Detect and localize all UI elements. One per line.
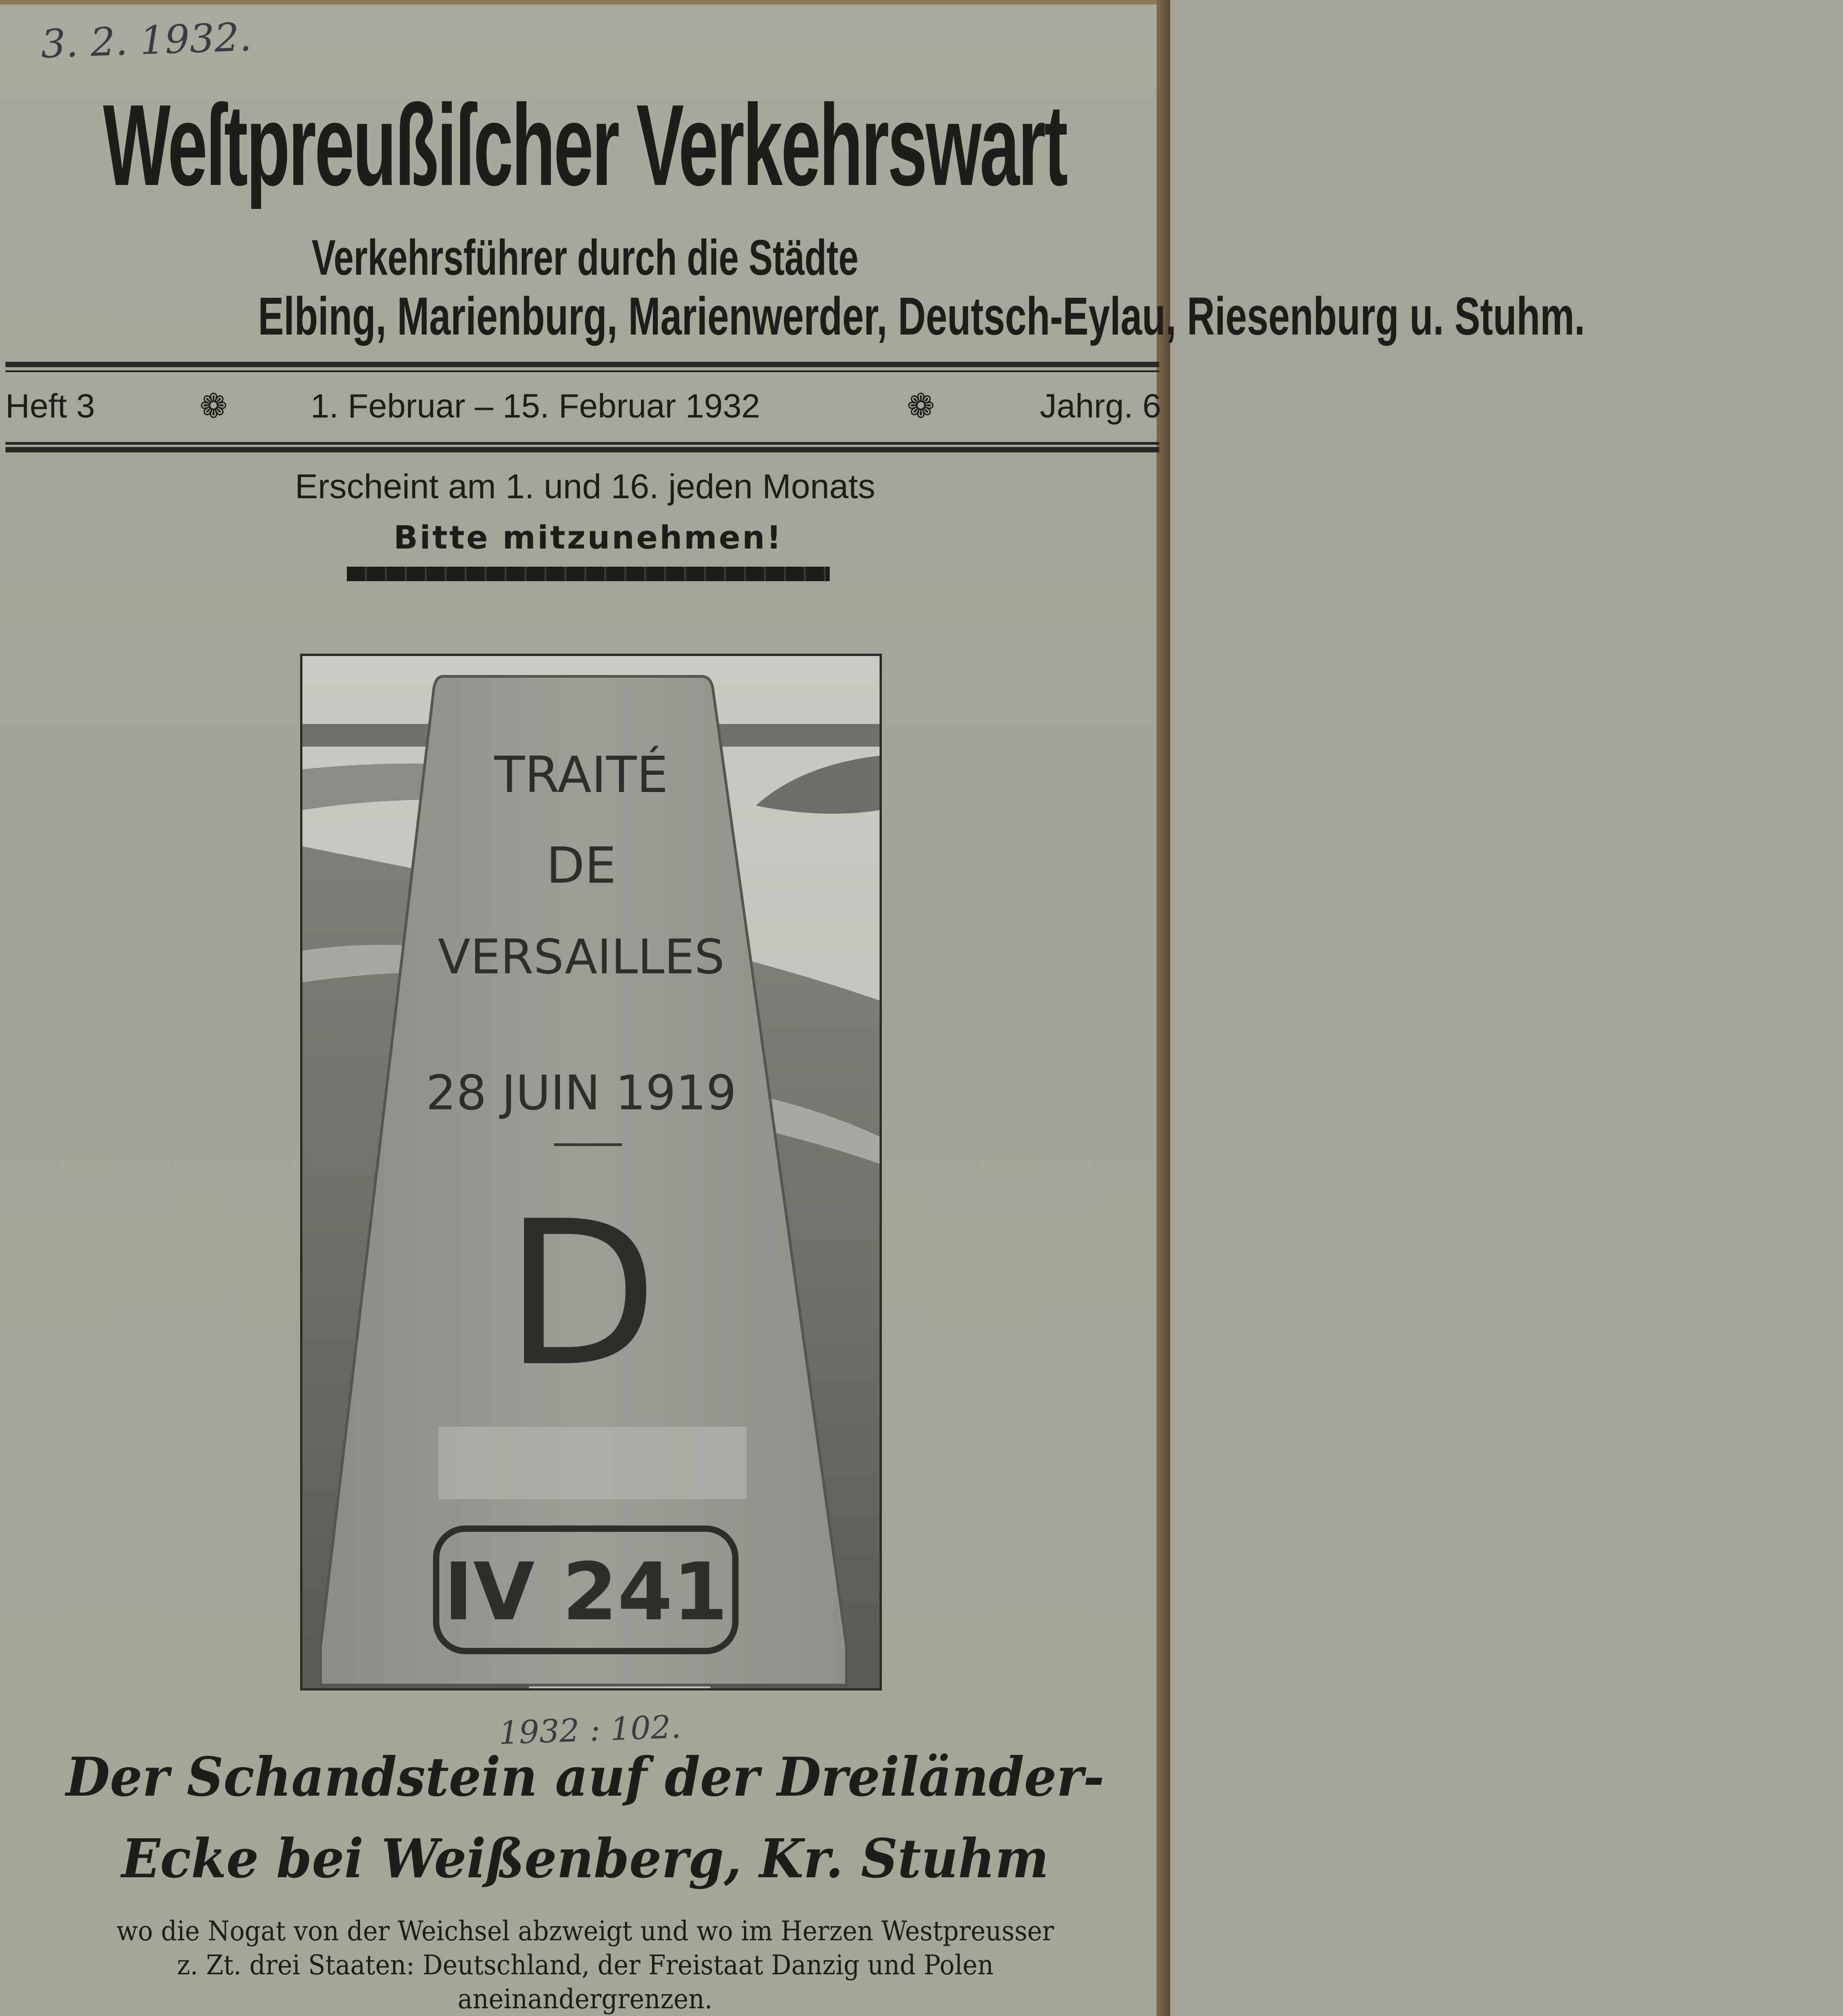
bottom-rule-thick xyxy=(5,447,1159,452)
masthead-subtitle-2 xyxy=(0,286,1585,347)
take-along-underline xyxy=(347,567,830,581)
caption-line-1 xyxy=(0,1915,1170,1947)
boundary-stone-photo xyxy=(302,656,880,1688)
caption-line-1-text: wo die Nogat von der Weichsel abzweigt und wo im Herzen Westpreusser xyxy=(116,1915,1054,1947)
issue-date-range: 1. Februar – 15. Februar 1932 xyxy=(311,387,760,425)
stone-inscription-4: 28 JUIN 1919 xyxy=(426,1065,737,1121)
headline-line-2 xyxy=(0,1827,1170,1890)
cover-photo xyxy=(300,654,882,1691)
masthead-title xyxy=(9,77,1161,213)
stone-plaque xyxy=(438,1427,747,1499)
caption-line-3-text: aneinandergrenzen. xyxy=(457,1983,713,2015)
publication-frequency: Erscheint am 1. und 16. jeden Monats xyxy=(295,467,875,506)
bottom-rule-thin xyxy=(5,442,1159,445)
headline-line-1 xyxy=(0,1745,1170,1808)
ornament-icon: ❁ xyxy=(907,387,935,425)
ornament-icon: ❁ xyxy=(199,387,228,425)
handwritten-date: 3. 2. 1932. xyxy=(40,14,253,68)
issue-info-bar xyxy=(0,383,1170,433)
caption-line-2-text: z. Zt. drei Staaten: Deutschland, der Freistaat Danzig und Polen xyxy=(176,1949,994,1981)
masthead-subtitle-1 xyxy=(0,229,1170,287)
stone-inscription-3: VERSAILLES xyxy=(438,929,725,985)
stone-inscription-2: DE xyxy=(546,836,617,894)
paper-top-edge xyxy=(0,0,1170,5)
caption-line-3 xyxy=(0,1983,1170,2015)
stone-inscription-1: TRAITÉ xyxy=(494,746,668,804)
caption-line-2 xyxy=(0,1949,1170,1981)
masthead-subtitle-1-text: Verkehrsführer durch die Städte xyxy=(311,230,859,286)
top-rule-thick xyxy=(5,362,1159,367)
stone-number: IV 241 xyxy=(443,1546,728,1638)
stone-letter: D xyxy=(504,1178,658,1410)
stone-divider xyxy=(554,1143,622,1146)
take-along-notice: Bitte mitzunehmen! xyxy=(394,519,783,556)
volume-number: Jahrg. 6 xyxy=(1040,387,1161,425)
handwritten-archive-number: 1932 : 102. xyxy=(498,1708,682,1752)
issue-number: Heft 3 xyxy=(5,387,95,425)
masthead-title-text: Weſtpreußiſcher Verkehrswart xyxy=(103,80,1067,210)
masthead-subtitle-2-text: Elbing, Marienburg, Marienwerder, Deutsch-Eylau, Riesenburg u. Stuhm. xyxy=(258,287,1585,346)
headline-line-1-text: Der Schandstein auf der Dreiländer- xyxy=(66,1745,1104,1808)
top-rule-thin xyxy=(5,370,1159,372)
headline-line-2-text: Ecke bei Weißenberg, Kr. Stuhm xyxy=(121,1827,1049,1890)
